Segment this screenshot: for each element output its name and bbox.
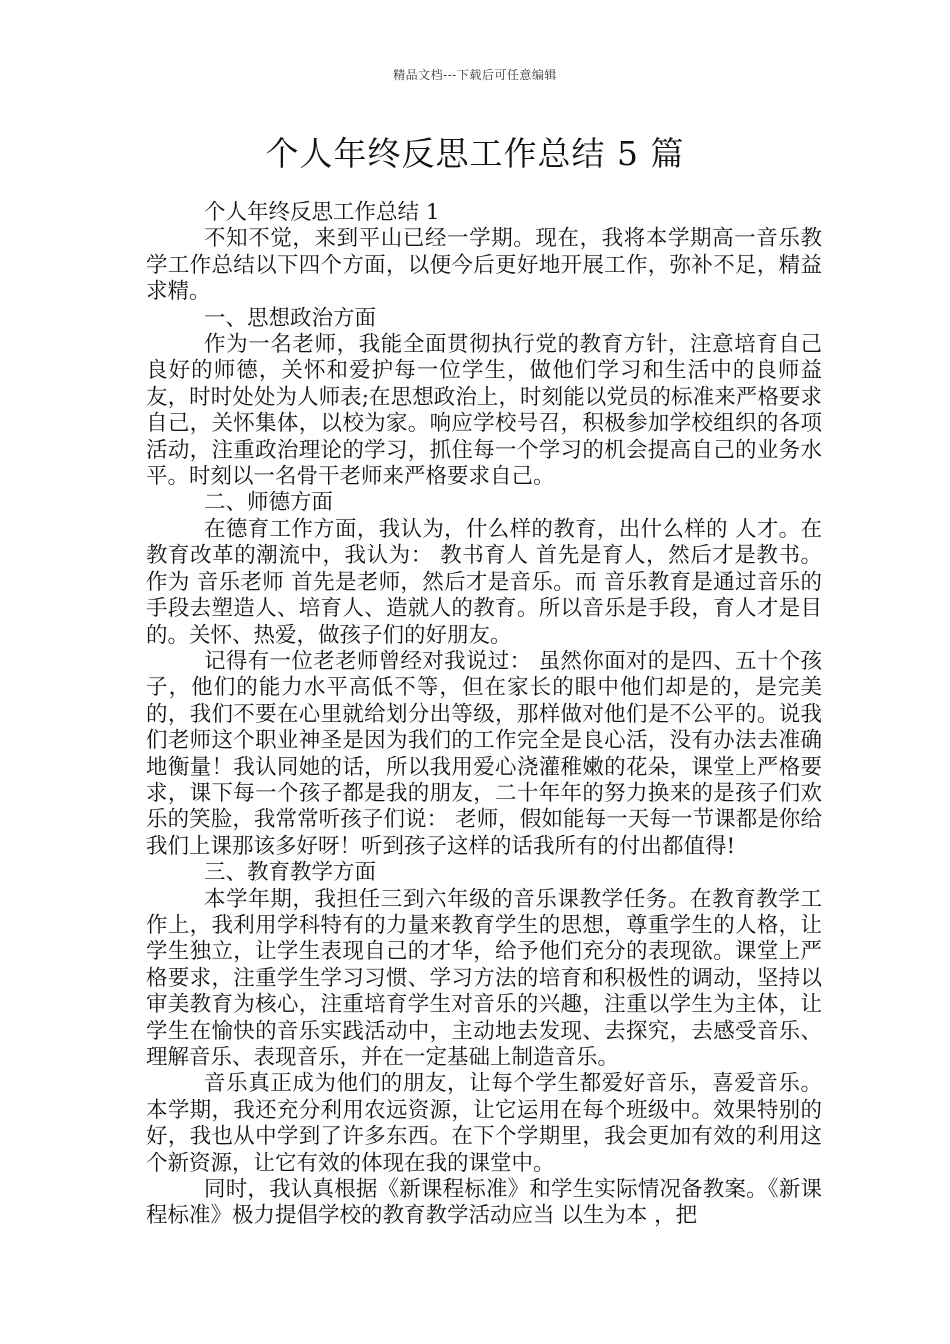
paragraph: 音乐真正成为他们的朋友，让每个学生都爱好音乐，喜爱音乐。本学期，我还充分利用农远资源，让它运用在每个班级中。效果特别的好，我也从中学到了许多东西。在下个学期里，我会更加有效的利用这个新资源，让它有效的体现在我的课堂中。 (146, 1071, 822, 1176)
section-subtitle: 个人年终反思工作总结 1 (204, 200, 440, 225)
header-note: 精品文档---下载后可任意编辑 (393, 68, 557, 82)
document-body (146, 200, 822, 1230)
paragraph: 作为一名老师，我能全面贯彻执行党的教育方针，注意培育自己良好的师德，关怀和爱护每一位学生，做他们学习和生活中的良师益友，时时处处为人师表;在思想政治上，时刻能以党员的标准来严格要求自己，关怀集体，以校为家。响应学校号召，积极参加学校组织的各项活动，注重政治理论的学习，抓住每一个学习的机会提高自己的业务水平。时刻以一名骨干老师来严格要求自己。 (146, 332, 822, 490)
paragraph: 在德育工作方面，我认为，什么样的教育，出什么样的 人才。在教育改革的潮流中，我认为： 教书育人 首先是育人，然后才是教书。作为 音乐老师 首先是老师，然后才是音乐。而 音乐教育是通过音乐的手段去塑造人、培育人、造就人的教育。所以音乐是手段，育人才是目的。关怀、热爱，做孩子们的好朋友。 (146, 516, 822, 648)
document-title: 个人年终反思工作总结 5 篇 (265, 134, 685, 173)
section-heading: 一、思想政治方面 (204, 305, 377, 331)
section-heading: 二、师德方面 (204, 490, 334, 516)
paragraph: 本学年期，我担任三到六年级的音乐课教学任务。在教育教学工作上，我利用学科特有的力量来教育学生的思想，尊重学生的人格，让学生独立，让学生表现自己的才华，给予他们充分的表现欲。课堂上严格要求，注重学生学习习惯、学习方法的培育和积极性的调动，坚持以审美教育为核心，注重培育学生对音乐的兴趣，注重以学生为主体，让学生在愉快的音乐实践活动中，主动地去发现、去探究，去感受音乐、理解音乐、表现音乐，并在一定基础上制造音乐。 (146, 886, 822, 1070)
paragraph: 同时，我认真根据《新课程标准》和学生实际情况备教案。《新课程标准》极力提倡学校的教育教学活动应当 以生为本 ，把 (146, 1177, 822, 1229)
paragraph: 不知不觉，来到平山已经一学期。现在，我将本学期高一音乐教学工作总结以下四个方面，以便今后更好地开展工作，弥补不足，精益求精。 (146, 226, 822, 305)
paragraph: 记得有一位老老师曾经对我说过： 虽然你面对的是四、五十个孩子，他们的能力水平高低不等，但在家长的眼中他们却是的，是完美的，我们不要在心里就给划分出等级，那样做对他们是不公平的。说我们老师这个职业神圣是因为我们的工作完全是良心活，没有办法去准确地衡量！我认同她的话，所以我用爱心浇灌稚嫩的花朵，课堂上严格要求，课下每一个孩子都是我的朋友，二十年年的努力换来的是孩子们欢乐的笑脸，我常常听孩子们说： 老师，假如能每一天每一节课都是你给我们上课那该多好呀！听到孩子这样的话我所有的付出都值得! (146, 648, 822, 859)
section-heading: 三、教育教学方面 (204, 860, 377, 886)
